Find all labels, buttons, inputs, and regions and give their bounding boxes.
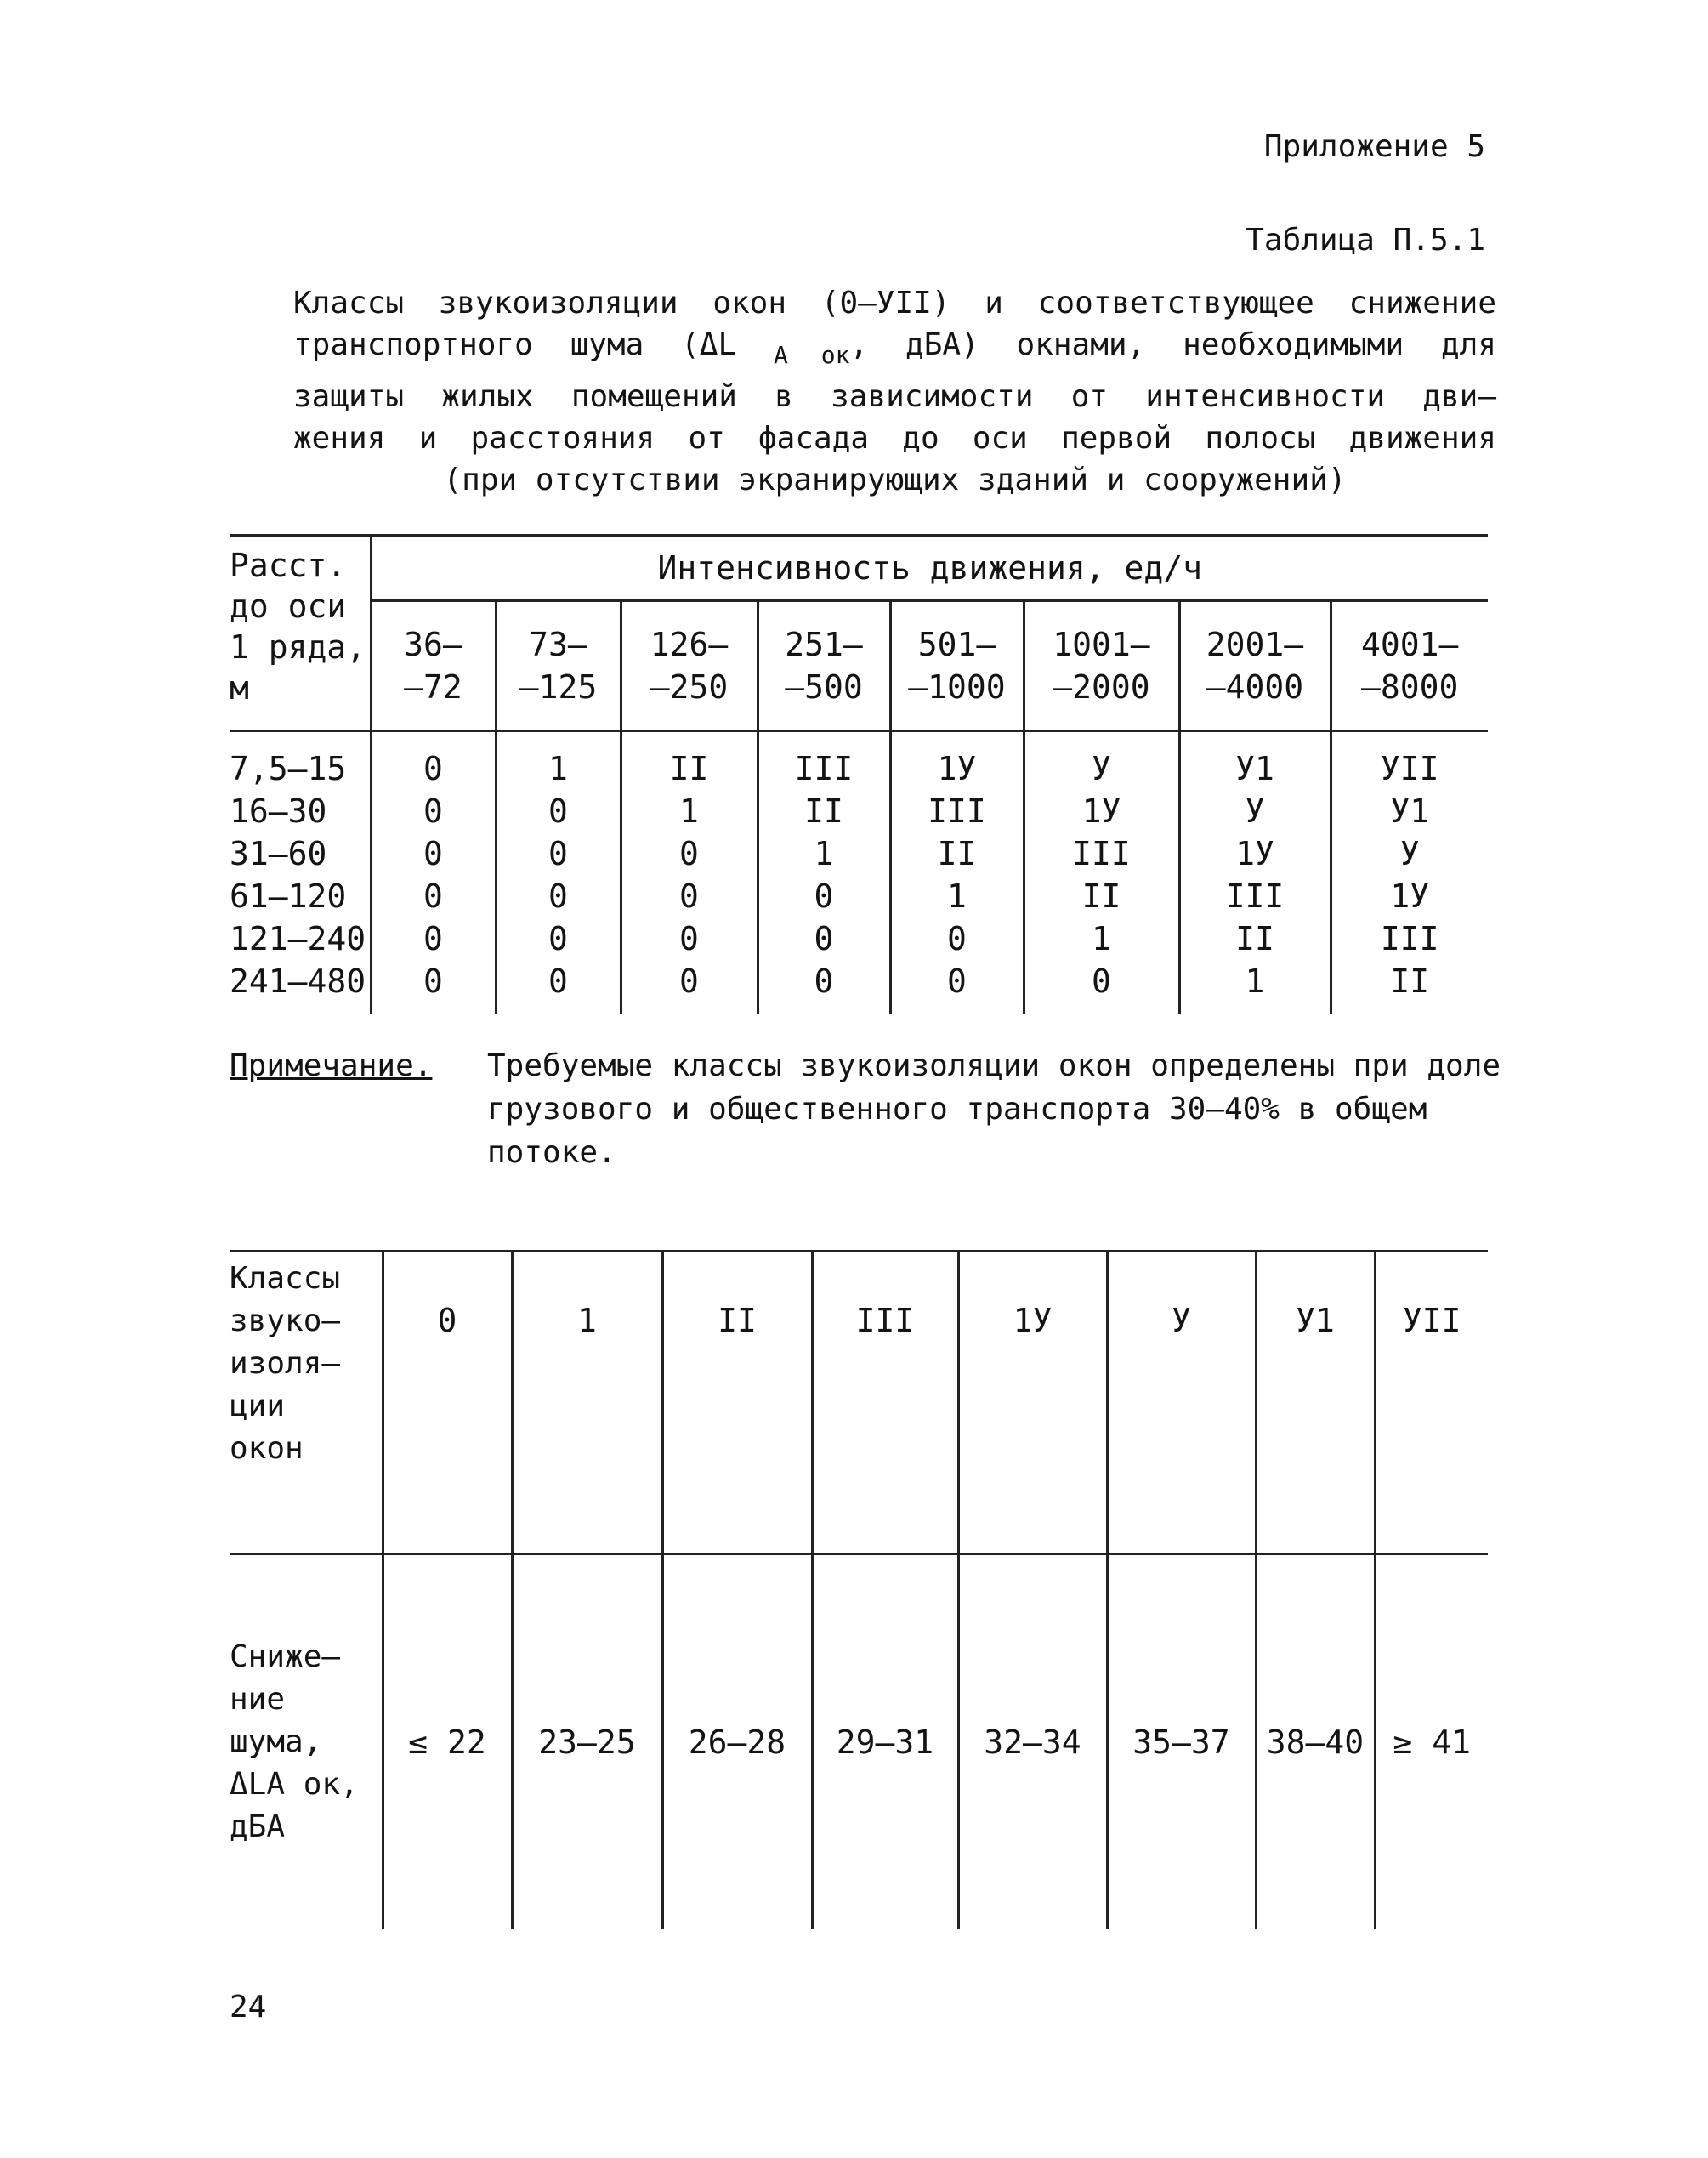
distance-cell: 7,5–15 [230, 731, 371, 791]
reduction-row-label: Сниже– ние шума, ΔLА ок, дБА [230, 1554, 383, 1930]
page-number: 24 [230, 1990, 267, 2025]
class-cell: 0 [758, 875, 890, 917]
table-row [230, 960, 1488, 1014]
delta-subscript: А ок [773, 341, 850, 369]
class-cell: У1 [1179, 731, 1331, 791]
table-row [230, 917, 1488, 960]
table-number: Таблица П.5.1 [1246, 223, 1485, 258]
class-cell: 0 [890, 917, 1024, 960]
class-cell: 0 [496, 790, 621, 832]
class-cell: 1 [758, 832, 890, 875]
class-cell: 1 [1024, 917, 1179, 960]
distance-cell: 61–120 [230, 875, 371, 917]
class-header-cell: У1 [1256, 1252, 1375, 1554]
class-header-cell: 1 [512, 1252, 662, 1554]
class-cell: 0 [371, 917, 496, 960]
class-cell: III [1024, 832, 1179, 875]
class-cell: III [890, 790, 1024, 832]
class-header-cell: III [812, 1252, 958, 1554]
class-cell: УII [1380, 750, 1439, 787]
class-cell: II [1179, 917, 1331, 960]
class-cell: II [890, 832, 1024, 875]
class-header-cell: 1У [958, 1252, 1107, 1554]
class-cell: II [1390, 963, 1430, 1000]
distance-cell: 31–60 [230, 832, 371, 875]
class-cell: У [1399, 835, 1420, 872]
class-cell: 0 [496, 875, 621, 917]
range-header: 73– –125 [496, 601, 621, 731]
range-header: 36– –72 [371, 601, 496, 731]
class-row-label: Классы звуко– изоля– ции окон [230, 1252, 383, 1554]
reduction-cell: ≤ 22 [383, 1554, 512, 1930]
class-cell: III [1380, 920, 1439, 957]
class-cell: II [621, 731, 758, 791]
class-cell: 0 [621, 960, 758, 1014]
class-cell: III [758, 731, 890, 791]
table-row [230, 832, 1488, 875]
table-row [230, 790, 1488, 832]
caption-line-2 [293, 324, 1496, 376]
range-header: 1001– –2000 [1024, 601, 1179, 731]
class-cell: II [758, 790, 890, 832]
distance-cell: 121–240 [230, 917, 371, 960]
caption-line-5: (при отсутствии экранирующих зданий и сооружений) [443, 463, 1347, 497]
caption-line-1: Классы звукоизоляции окон (0–УII) и соответствующее снижение [293, 286, 1496, 321]
table-row [230, 875, 1488, 917]
range-header: 4001– –8000 [1331, 601, 1488, 731]
delta-symbol: ΔL [699, 327, 737, 362]
class-cell: 0 [1024, 960, 1179, 1014]
reduction-row [230, 1554, 1488, 1930]
distance-cell: 16–30 [230, 790, 371, 832]
range-header: 251– –500 [758, 601, 890, 731]
note-text: Требуемые классы звукоизоляции окон определены при доле грузового и общественного транспорта 30–40% в общем потоке. [487, 1048, 1501, 1170]
noise-class-table [230, 534, 1488, 1014]
reduction-cell: 26–28 [662, 1554, 812, 1930]
table-caption [293, 282, 1496, 501]
intensity-header: Интенсивность движения, ед/ч [371, 536, 1488, 601]
class-cell: 0 [496, 832, 621, 875]
noise-reduction-table [230, 1250, 1488, 1929]
class-row [230, 1252, 1488, 1554]
class-cell: 0 [371, 790, 496, 832]
class-cell: 0 [496, 917, 621, 960]
caption-line-2-post: , дБА) окнами, необходимыми для [849, 327, 1496, 362]
reduction-cell: ≥ 41 [1393, 1724, 1471, 1761]
reduction-cell: 29–31 [812, 1554, 958, 1930]
range-header: 501– –1000 [890, 601, 1024, 731]
class-cell: 0 [621, 875, 758, 917]
class-header-cell: II [662, 1252, 812, 1554]
class-cell: 1 [621, 790, 758, 832]
reduction-cell: 35–37 [1107, 1554, 1256, 1930]
class-cell: 0 [371, 875, 496, 917]
class-cell: 0 [371, 731, 496, 791]
reduction-cell: 32–34 [958, 1554, 1107, 1930]
class-cell: 1У [1024, 790, 1179, 832]
class-cell: 0 [621, 917, 758, 960]
class-cell: 0 [758, 917, 890, 960]
class-header-cell: 0 [383, 1252, 512, 1554]
note-label: Примечание. [230, 1048, 433, 1083]
class-cell: У [1179, 790, 1331, 832]
class-cell: 0 [621, 832, 758, 875]
caption-line-2-pre: транспортного шума ( [293, 327, 700, 362]
reduction-cell: 23–25 [512, 1554, 662, 1930]
distance-cell: 241–480 [230, 960, 371, 1014]
class-cell: 0 [496, 960, 621, 1014]
class-cell: 1У [1390, 877, 1430, 915]
class-cell: 1У [890, 731, 1024, 791]
class-header-cell: УII [1375, 1252, 1488, 1554]
appendix-label: Приложение 5 [1263, 129, 1485, 164]
caption-line-4: жения и расстояния от фасада до оси первой полосы движения [293, 421, 1496, 456]
distance-header: Расст. до оси 1 ряда, м [230, 536, 371, 731]
range-header: 126– –250 [621, 601, 758, 731]
class-cell: 0 [371, 832, 496, 875]
class-header-cell: У [1107, 1252, 1256, 1554]
class-cell: У1 [1390, 792, 1430, 830]
class-cell: 0 [371, 960, 496, 1014]
class-cell: 1 [1179, 960, 1331, 1014]
caption-line-3: защиты жилых помещений в зависимости от интенсивности дви– [293, 379, 1496, 414]
class-cell: 1 [496, 731, 621, 791]
class-cell: 1 [890, 875, 1024, 917]
class-cell: II [1024, 875, 1179, 917]
reduction-cell: 38–40 [1256, 1554, 1375, 1930]
class-cell: 0 [758, 960, 890, 1014]
range-header: 2001– –4000 [1179, 601, 1331, 731]
class-cell: III [1179, 875, 1331, 917]
class-cell: 1У [1179, 832, 1331, 875]
table-row [230, 731, 1488, 791]
class-cell: У [1024, 731, 1179, 791]
class-cell: 0 [890, 960, 1024, 1014]
